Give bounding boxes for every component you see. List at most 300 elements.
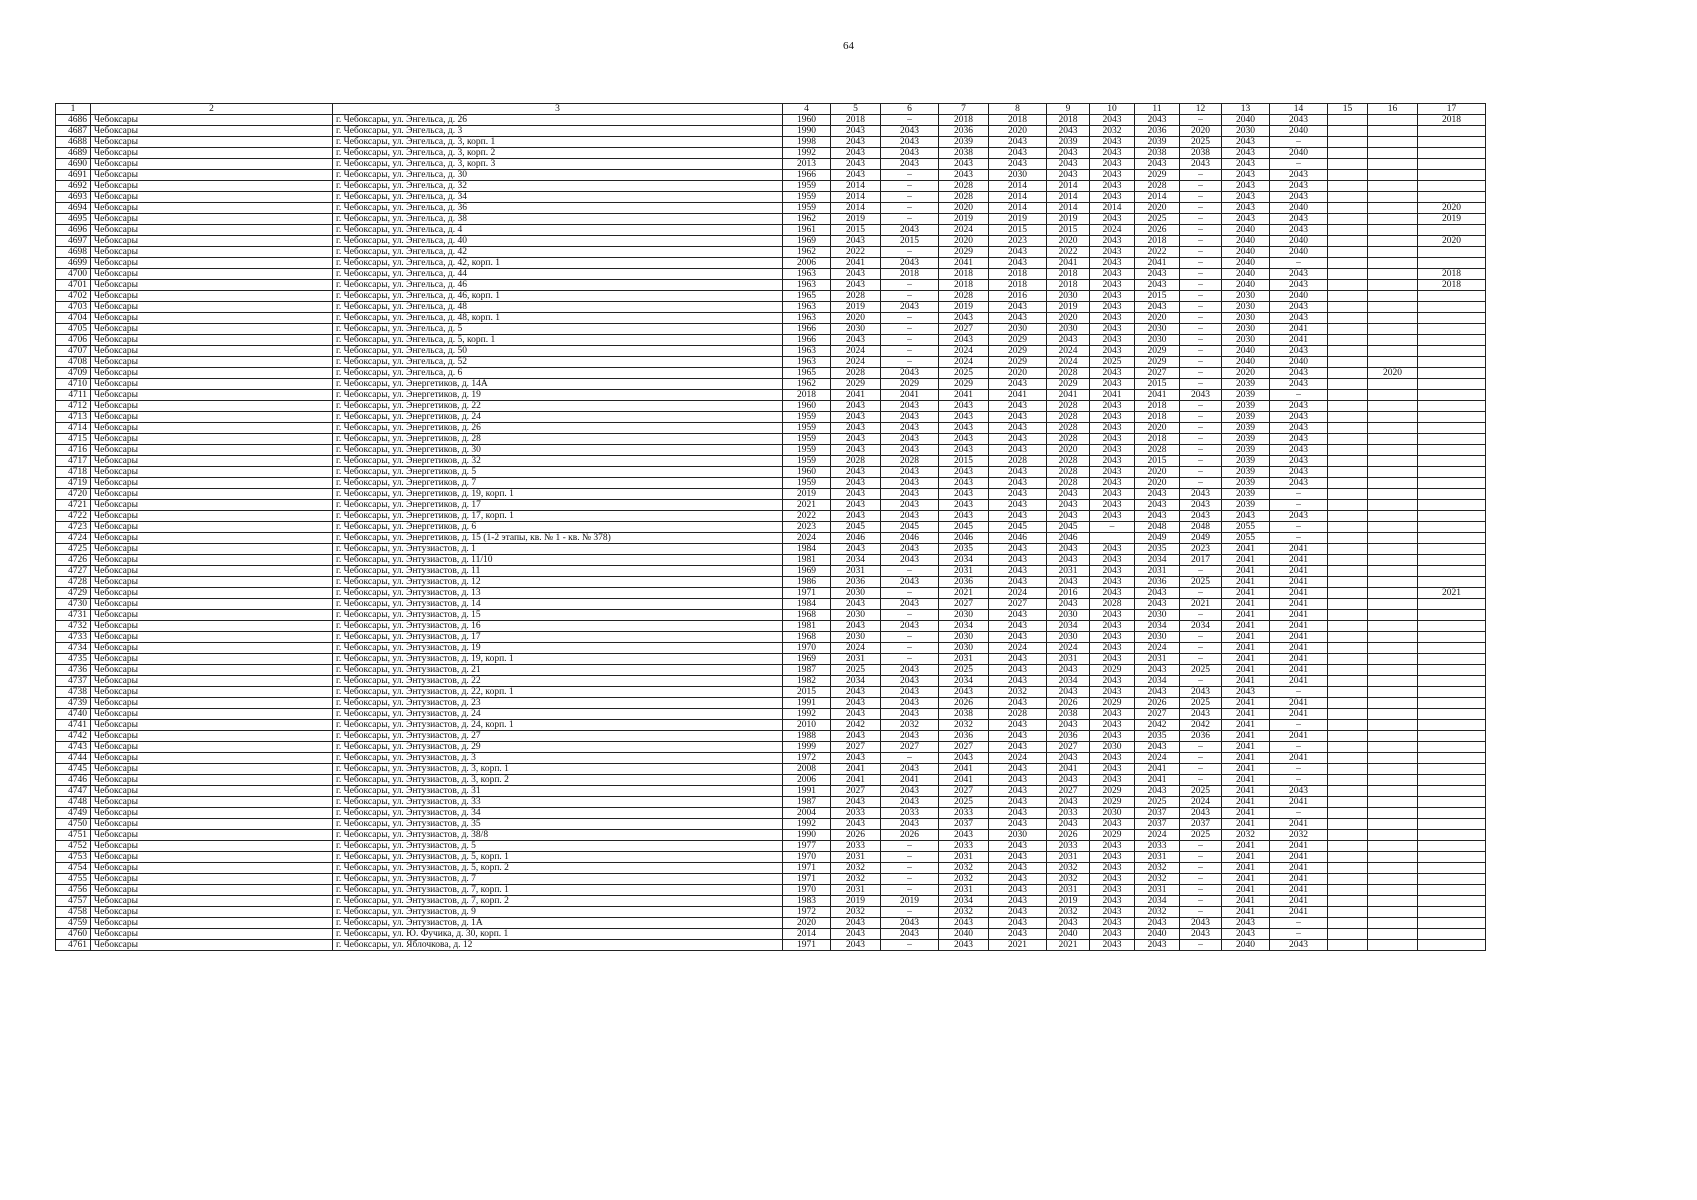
row-number-cell: 4741 xyxy=(56,720,91,731)
col-15-cell xyxy=(1328,313,1368,324)
col-14-cell: – xyxy=(1270,258,1328,269)
col-13-cell: 2041 xyxy=(1222,841,1270,852)
build-year-cell: 1998 xyxy=(783,137,831,148)
col-13-cell: 2041 xyxy=(1222,698,1270,709)
col-12-cell: – xyxy=(1180,258,1222,269)
col-13-cell: 2041 xyxy=(1222,665,1270,676)
col-17-cell xyxy=(1418,885,1486,896)
col-7-cell: 2043 xyxy=(939,335,989,346)
col-11-cell: 2026 xyxy=(1135,698,1180,709)
col-9-cell: 2027 xyxy=(1047,786,1090,797)
col-10-cell: 2043 xyxy=(1090,247,1135,258)
col-17-cell xyxy=(1418,830,1486,841)
col-6-cell: 2043 xyxy=(881,137,939,148)
col-14-cell: 2041 xyxy=(1270,797,1328,808)
col-10-cell: 2043 xyxy=(1090,896,1135,907)
build-year-cell: 1963 xyxy=(783,313,831,324)
build-year-cell: 1959 xyxy=(783,423,831,434)
col-16-cell xyxy=(1368,775,1418,786)
col-15-cell xyxy=(1328,544,1368,555)
table-row xyxy=(56,489,1486,500)
col-16-cell xyxy=(1368,665,1418,676)
col-9-cell: 2043 xyxy=(1047,170,1090,181)
col-14-cell: 2041 xyxy=(1270,676,1328,687)
col-6-cell: 2043 xyxy=(881,412,939,423)
col-17-cell xyxy=(1418,610,1486,621)
col-15-cell xyxy=(1328,621,1368,632)
col-10-cell: 2029 xyxy=(1090,786,1135,797)
city-cell: Чебоксары xyxy=(91,137,333,148)
col-7-cell: 2037 xyxy=(939,819,989,830)
col-10-cell: 2043 xyxy=(1090,280,1135,291)
city-cell: Чебоксары xyxy=(91,643,333,654)
col-6-cell: – xyxy=(881,335,939,346)
col-15-cell xyxy=(1328,632,1368,643)
col-16-cell xyxy=(1368,544,1418,555)
city-cell: Чебоксары xyxy=(91,247,333,258)
col-6-cell: – xyxy=(881,324,939,335)
col-7-cell: 2043 xyxy=(939,940,989,951)
col-6-cell: 2019 xyxy=(881,896,939,907)
col-11-cell: 2041 xyxy=(1135,258,1180,269)
col-9-cell: 2040 xyxy=(1047,929,1090,940)
col-5-cell: 2034 xyxy=(831,555,881,566)
col-13-cell: 2039 xyxy=(1222,434,1270,445)
build-year-cell: 1963 xyxy=(783,269,831,280)
col-6-cell: 2043 xyxy=(881,148,939,159)
city-cell: Чебоксары xyxy=(91,170,333,181)
col-7-cell: 2038 xyxy=(939,148,989,159)
col-14-cell: 2043 xyxy=(1270,478,1328,489)
col-7-cell: 2043 xyxy=(939,511,989,522)
table-row xyxy=(56,819,1486,830)
col-13-cell: 2043 xyxy=(1222,511,1270,522)
address-cell: г. Чебоксары, ул. Энергетиков, д. 26 xyxy=(333,423,783,434)
col-9-cell: 2043 xyxy=(1047,720,1090,731)
col-6-cell: 2043 xyxy=(881,665,939,676)
col-7-cell: 2031 xyxy=(939,885,989,896)
col-14-cell: – xyxy=(1270,808,1328,819)
build-year-cell: 1977 xyxy=(783,841,831,852)
row-number-cell: 4694 xyxy=(56,203,91,214)
col-9-cell: 2045 xyxy=(1047,522,1090,533)
col-10-cell: 2043 xyxy=(1090,137,1135,148)
address-cell: г. Чебоксары, ул. Энтузиастов, д. 21 xyxy=(333,665,783,676)
col-15-cell xyxy=(1328,588,1368,599)
city-cell: Чебоксары xyxy=(91,159,333,170)
col-14-cell: 2043 xyxy=(1270,456,1328,467)
row-number-cell: 4743 xyxy=(56,742,91,753)
col-11-cell: 2028 xyxy=(1135,181,1180,192)
col-12-cell: – xyxy=(1180,764,1222,775)
col-11-cell: 2040 xyxy=(1135,929,1180,940)
col-10-cell: 2043 xyxy=(1090,181,1135,192)
col-16-cell xyxy=(1368,621,1418,632)
col-16-cell xyxy=(1368,808,1418,819)
row-number-cell: 4705 xyxy=(56,324,91,335)
col-7-cell: 2027 xyxy=(939,599,989,610)
col-16-cell xyxy=(1368,500,1418,511)
build-year-cell: 1972 xyxy=(783,907,831,918)
col-6-cell: 2041 xyxy=(881,775,939,786)
col-7-cell: 2025 xyxy=(939,665,989,676)
build-year-cell: 1966 xyxy=(783,170,831,181)
row-number-cell: 4746 xyxy=(56,775,91,786)
col-11-cell: 2043 xyxy=(1135,599,1180,610)
col-5-cell: 2043 xyxy=(831,126,881,137)
address-cell: г. Чебоксары, ул. Энергетиков, д. 28 xyxy=(333,434,783,445)
col-11-cell: 2035 xyxy=(1135,731,1180,742)
col-8-cell: 2043 xyxy=(989,654,1047,665)
col-16-cell xyxy=(1368,280,1418,291)
col-10-cell: 2043 xyxy=(1090,588,1135,599)
col-7-cell: 2036 xyxy=(939,731,989,742)
col-13-cell: 2040 xyxy=(1222,269,1270,280)
col-14-cell: 2043 xyxy=(1270,434,1328,445)
city-cell: Чебоксары xyxy=(91,709,333,720)
col-7-cell: 2038 xyxy=(939,709,989,720)
col-8-cell: 2043 xyxy=(989,797,1047,808)
col-9-cell: 2028 xyxy=(1047,478,1090,489)
col-12-cell: – xyxy=(1180,654,1222,665)
col-11-cell: 2041 xyxy=(1135,390,1180,401)
col-13-cell: 2041 xyxy=(1222,808,1270,819)
col-11-cell: 2030 xyxy=(1135,335,1180,346)
col-15-cell xyxy=(1328,269,1368,280)
table-row xyxy=(56,698,1486,709)
city-cell: Чебоксары xyxy=(91,401,333,412)
col-12-cell: 2025 xyxy=(1180,577,1222,588)
col-9-cell: 2028 xyxy=(1047,456,1090,467)
city-cell: Чебоксары xyxy=(91,269,333,280)
col-7-cell: 2033 xyxy=(939,808,989,819)
col-7-cell: 2034 xyxy=(939,896,989,907)
col-9-cell: 2015 xyxy=(1047,225,1090,236)
col-17-cell xyxy=(1418,874,1486,885)
col-13-cell: 2041 xyxy=(1222,709,1270,720)
col-9-cell: 2043 xyxy=(1047,775,1090,786)
table-row xyxy=(56,412,1486,423)
col-6-cell: 2043 xyxy=(881,929,939,940)
col-12-cell: 2021 xyxy=(1180,599,1222,610)
col-8-cell: 2043 xyxy=(989,775,1047,786)
col-11-cell: 2015 xyxy=(1135,456,1180,467)
col-11-cell: 2025 xyxy=(1135,797,1180,808)
col-10-cell: 2043 xyxy=(1090,676,1135,687)
col-5-cell: 2031 xyxy=(831,885,881,896)
col-5-cell: 2041 xyxy=(831,764,881,775)
col-6-cell: 2043 xyxy=(881,599,939,610)
col-15-cell xyxy=(1328,533,1368,544)
col-17-cell xyxy=(1418,423,1486,434)
col-8-cell: 2043 xyxy=(989,137,1047,148)
col-12-cell: – xyxy=(1180,456,1222,467)
col-7-cell: 2041 xyxy=(939,390,989,401)
col-6-cell: – xyxy=(881,346,939,357)
col-16-cell xyxy=(1368,742,1418,753)
col-12-cell: 2048 xyxy=(1180,522,1222,533)
col-11-cell: 2043 xyxy=(1135,588,1180,599)
col-17-cell xyxy=(1418,797,1486,808)
city-cell: Чебоксары xyxy=(91,225,333,236)
col-16-cell xyxy=(1368,401,1418,412)
col-9-cell: 2028 xyxy=(1047,467,1090,478)
col-11-cell: 2025 xyxy=(1135,214,1180,225)
col-6-cell: 2028 xyxy=(881,456,939,467)
col-12-cell: – xyxy=(1180,588,1222,599)
col-15-cell xyxy=(1328,500,1368,511)
col-5-cell: 2043 xyxy=(831,599,881,610)
col-15-cell xyxy=(1328,577,1368,588)
address-cell: г. Чебоксары, ул. Энтузиастов, д. 7 xyxy=(333,874,783,885)
table-row xyxy=(56,885,1486,896)
city-cell: Чебоксары xyxy=(91,610,333,621)
col-5-cell: 2030 xyxy=(831,588,881,599)
col-9-cell: 2019 xyxy=(1047,302,1090,313)
city-cell: Чебоксары xyxy=(91,390,333,401)
col-14-cell: 2041 xyxy=(1270,819,1328,830)
col-9-cell: 2014 xyxy=(1047,203,1090,214)
col-13-cell: 2039 xyxy=(1222,401,1270,412)
col-8-cell: 2043 xyxy=(989,896,1047,907)
col-12-cell: 2043 xyxy=(1180,500,1222,511)
col-14-cell: – xyxy=(1270,522,1328,533)
col-11-cell: 2018 xyxy=(1135,401,1180,412)
col-12-cell: – xyxy=(1180,214,1222,225)
col-9-cell: 2043 xyxy=(1047,687,1090,698)
col-11-cell: 2020 xyxy=(1135,423,1180,434)
col-16-cell xyxy=(1368,434,1418,445)
col-11-cell: 2043 xyxy=(1135,280,1180,291)
address-cell: г. Чебоксары, ул. Энгельса, д. 36 xyxy=(333,203,783,214)
col-16-cell xyxy=(1368,192,1418,203)
col-8-cell: 2043 xyxy=(989,819,1047,830)
col-17-cell: 2018 xyxy=(1418,280,1486,291)
col-6-cell: 2043 xyxy=(881,764,939,775)
build-year-cell: 2014 xyxy=(783,929,831,940)
table-row xyxy=(56,742,1486,753)
address-cell: г. Чебоксары, ул. Энтузиастов, д. 11/10 xyxy=(333,555,783,566)
col-14-cell: – xyxy=(1270,533,1328,544)
col-14-cell: – xyxy=(1270,137,1328,148)
address-cell: г. Чебоксары, ул. Энергетиков, д. 5 xyxy=(333,467,783,478)
col-12-cell: – xyxy=(1180,313,1222,324)
col-7-cell: 2025 xyxy=(939,368,989,379)
col-10-cell: 2043 xyxy=(1090,654,1135,665)
row-number-cell: 4687 xyxy=(56,126,91,137)
row-number-cell: 4730 xyxy=(56,599,91,610)
col-14-cell: 2041 xyxy=(1270,324,1328,335)
col-5-cell: 2027 xyxy=(831,786,881,797)
build-year-cell: 1990 xyxy=(783,126,831,137)
col-15-cell xyxy=(1328,148,1368,159)
row-number-cell: 4731 xyxy=(56,610,91,621)
col-7-cell: 2029 xyxy=(939,379,989,390)
table-row xyxy=(56,709,1486,720)
col-7-cell: 2040 xyxy=(939,929,989,940)
table-row xyxy=(56,874,1486,885)
col-8-cell: 2043 xyxy=(989,665,1047,676)
col-13-cell: 2039 xyxy=(1222,467,1270,478)
col-5-cell: 2041 xyxy=(831,390,881,401)
col-12-cell: 2017 xyxy=(1180,555,1222,566)
col-17-cell xyxy=(1418,346,1486,357)
city-cell: Чебоксары xyxy=(91,236,333,247)
city-cell: Чебоксары xyxy=(91,918,333,929)
col-6-cell: 2043 xyxy=(881,621,939,632)
col-6-cell: – xyxy=(881,643,939,654)
build-year-cell: 1966 xyxy=(783,324,831,335)
build-year-cell: 1965 xyxy=(783,368,831,379)
address-cell: г. Чебоксары, ул. Энгельса, д. 48 xyxy=(333,302,783,313)
col-7-cell: 2031 xyxy=(939,852,989,863)
col-7-cell: 2020 xyxy=(939,236,989,247)
address-cell: г. Чебоксары, ул. Энтузиастов, д. 5, корп. 2 xyxy=(333,863,783,874)
col-17-cell xyxy=(1418,225,1486,236)
col-9-cell: 2019 xyxy=(1047,214,1090,225)
build-year-cell: 1986 xyxy=(783,577,831,588)
col-17-cell xyxy=(1418,555,1486,566)
city-cell: Чебоксары xyxy=(91,841,333,852)
col-11-cell: 2031 xyxy=(1135,852,1180,863)
build-year-cell: 2024 xyxy=(783,533,831,544)
col-14-cell: 2041 xyxy=(1270,731,1328,742)
col-7-cell: 2043 xyxy=(939,830,989,841)
col-9-cell: 2043 xyxy=(1047,500,1090,511)
col-8-cell: 2028 xyxy=(989,709,1047,720)
build-year-cell: 1959 xyxy=(783,192,831,203)
col-7-cell: 2027 xyxy=(939,786,989,797)
col-13-cell: 2041 xyxy=(1222,775,1270,786)
row-number-cell: 4733 xyxy=(56,632,91,643)
col-11-cell: 2037 xyxy=(1135,808,1180,819)
row-number-cell: 4749 xyxy=(56,808,91,819)
col-15-cell xyxy=(1328,368,1368,379)
col-9-cell: 2030 xyxy=(1047,610,1090,621)
col-8-cell: 2043 xyxy=(989,247,1047,258)
col-6-cell: 2043 xyxy=(881,731,939,742)
col-10-cell: 2043 xyxy=(1090,269,1135,280)
col-14-cell: 2043 xyxy=(1270,214,1328,225)
address-cell: г. Чебоксары, ул. Энтузиастов, д. 16 xyxy=(333,621,783,632)
col-10-cell: 2043 xyxy=(1090,819,1135,830)
col-8-cell: 2043 xyxy=(989,863,1047,874)
col-8-cell: 2043 xyxy=(989,698,1047,709)
row-number-cell: 4744 xyxy=(56,753,91,764)
col-7-cell: 2046 xyxy=(939,533,989,544)
col-6-cell: 2043 xyxy=(881,511,939,522)
col-9-cell: 2024 xyxy=(1047,357,1090,368)
col-9-cell: 2033 xyxy=(1047,841,1090,852)
row-number-cell: 4755 xyxy=(56,874,91,885)
col-7-cell: 2043 xyxy=(939,500,989,511)
col-9-cell: 2032 xyxy=(1047,907,1090,918)
col-14-cell: 2041 xyxy=(1270,555,1328,566)
col-13-cell: 2041 xyxy=(1222,654,1270,665)
col-15-cell xyxy=(1328,665,1368,676)
col-9-cell: 2043 xyxy=(1047,753,1090,764)
col-15-cell xyxy=(1328,676,1368,687)
col-7-cell: 2018 xyxy=(939,269,989,280)
col-6-cell: – xyxy=(881,214,939,225)
col-17-cell xyxy=(1418,181,1486,192)
col-7-cell: 2034 xyxy=(939,621,989,632)
col-15-cell xyxy=(1328,225,1368,236)
table-row xyxy=(56,753,1486,764)
col-7-cell: 2033 xyxy=(939,841,989,852)
col-7-cell: 2020 xyxy=(939,203,989,214)
col-6-cell: 2043 xyxy=(881,489,939,500)
col-14-cell: 2043 xyxy=(1270,302,1328,313)
col-6-cell: 2043 xyxy=(881,918,939,929)
col-17-cell: 2018 xyxy=(1418,115,1486,126)
col-11-cell: 2043 xyxy=(1135,786,1180,797)
col-7-cell: 2026 xyxy=(939,698,989,709)
col-13-cell: 2039 xyxy=(1222,489,1270,500)
col-16-cell xyxy=(1368,137,1418,148)
col-10-cell: 2043 xyxy=(1090,214,1135,225)
col-9-cell: 2022 xyxy=(1047,247,1090,258)
col-12-cell: 2043 xyxy=(1180,808,1222,819)
col-13-cell: 2039 xyxy=(1222,456,1270,467)
col-11-cell: 2043 xyxy=(1135,302,1180,313)
build-year-cell: 1981 xyxy=(783,555,831,566)
col-5-cell: 2034 xyxy=(831,676,881,687)
col-6-cell: 2043 xyxy=(881,577,939,588)
col-12-cell: – xyxy=(1180,775,1222,786)
col-13-cell: 2043 xyxy=(1222,929,1270,940)
city-cell: Чебоксары xyxy=(91,698,333,709)
col-8-cell: 2043 xyxy=(989,555,1047,566)
col-9-cell: 2029 xyxy=(1047,379,1090,390)
city-cell: Чебоксары xyxy=(91,126,333,137)
col-13-cell: 2041 xyxy=(1222,731,1270,742)
city-cell: Чебоксары xyxy=(91,797,333,808)
col-6-cell: 2026 xyxy=(881,830,939,841)
city-cell: Чебоксары xyxy=(91,456,333,467)
city-cell: Чебоксары xyxy=(91,368,333,379)
row-number-cell: 4686 xyxy=(56,115,91,126)
col-12-cell: – xyxy=(1180,181,1222,192)
col-9-cell: 2030 xyxy=(1047,291,1090,302)
col-17-cell xyxy=(1418,720,1486,731)
col-8-cell: 2018 xyxy=(989,280,1047,291)
col-10-cell: 2043 xyxy=(1090,687,1135,698)
col-13-cell: 2043 xyxy=(1222,181,1270,192)
row-number-cell: 4757 xyxy=(56,896,91,907)
col-9-cell: 2043 xyxy=(1047,599,1090,610)
col-11-cell: 2043 xyxy=(1135,500,1180,511)
col-12-cell: – xyxy=(1180,423,1222,434)
col-12-cell: – xyxy=(1180,324,1222,335)
col-6-cell: 2043 xyxy=(881,258,939,269)
col-10-cell: 2043 xyxy=(1090,874,1135,885)
col-11-cell: 2035 xyxy=(1135,544,1180,555)
col-14-cell: 2040 xyxy=(1270,203,1328,214)
col-9-cell: 2032 xyxy=(1047,863,1090,874)
table-row xyxy=(56,203,1486,214)
build-year-cell: 1992 xyxy=(783,819,831,830)
col-13-cell: 2032 xyxy=(1222,830,1270,841)
col-14-cell: 2032 xyxy=(1270,830,1328,841)
col-16-cell xyxy=(1368,709,1418,720)
row-number-cell: 4713 xyxy=(56,412,91,423)
address-cell: г. Чебоксары, ул. Энтузиастов, д. 7, корп. 2 xyxy=(333,896,783,907)
table-row xyxy=(56,533,1486,544)
col-15-cell xyxy=(1328,687,1368,698)
col-17-cell xyxy=(1418,533,1486,544)
build-year-cell: 2008 xyxy=(783,764,831,775)
